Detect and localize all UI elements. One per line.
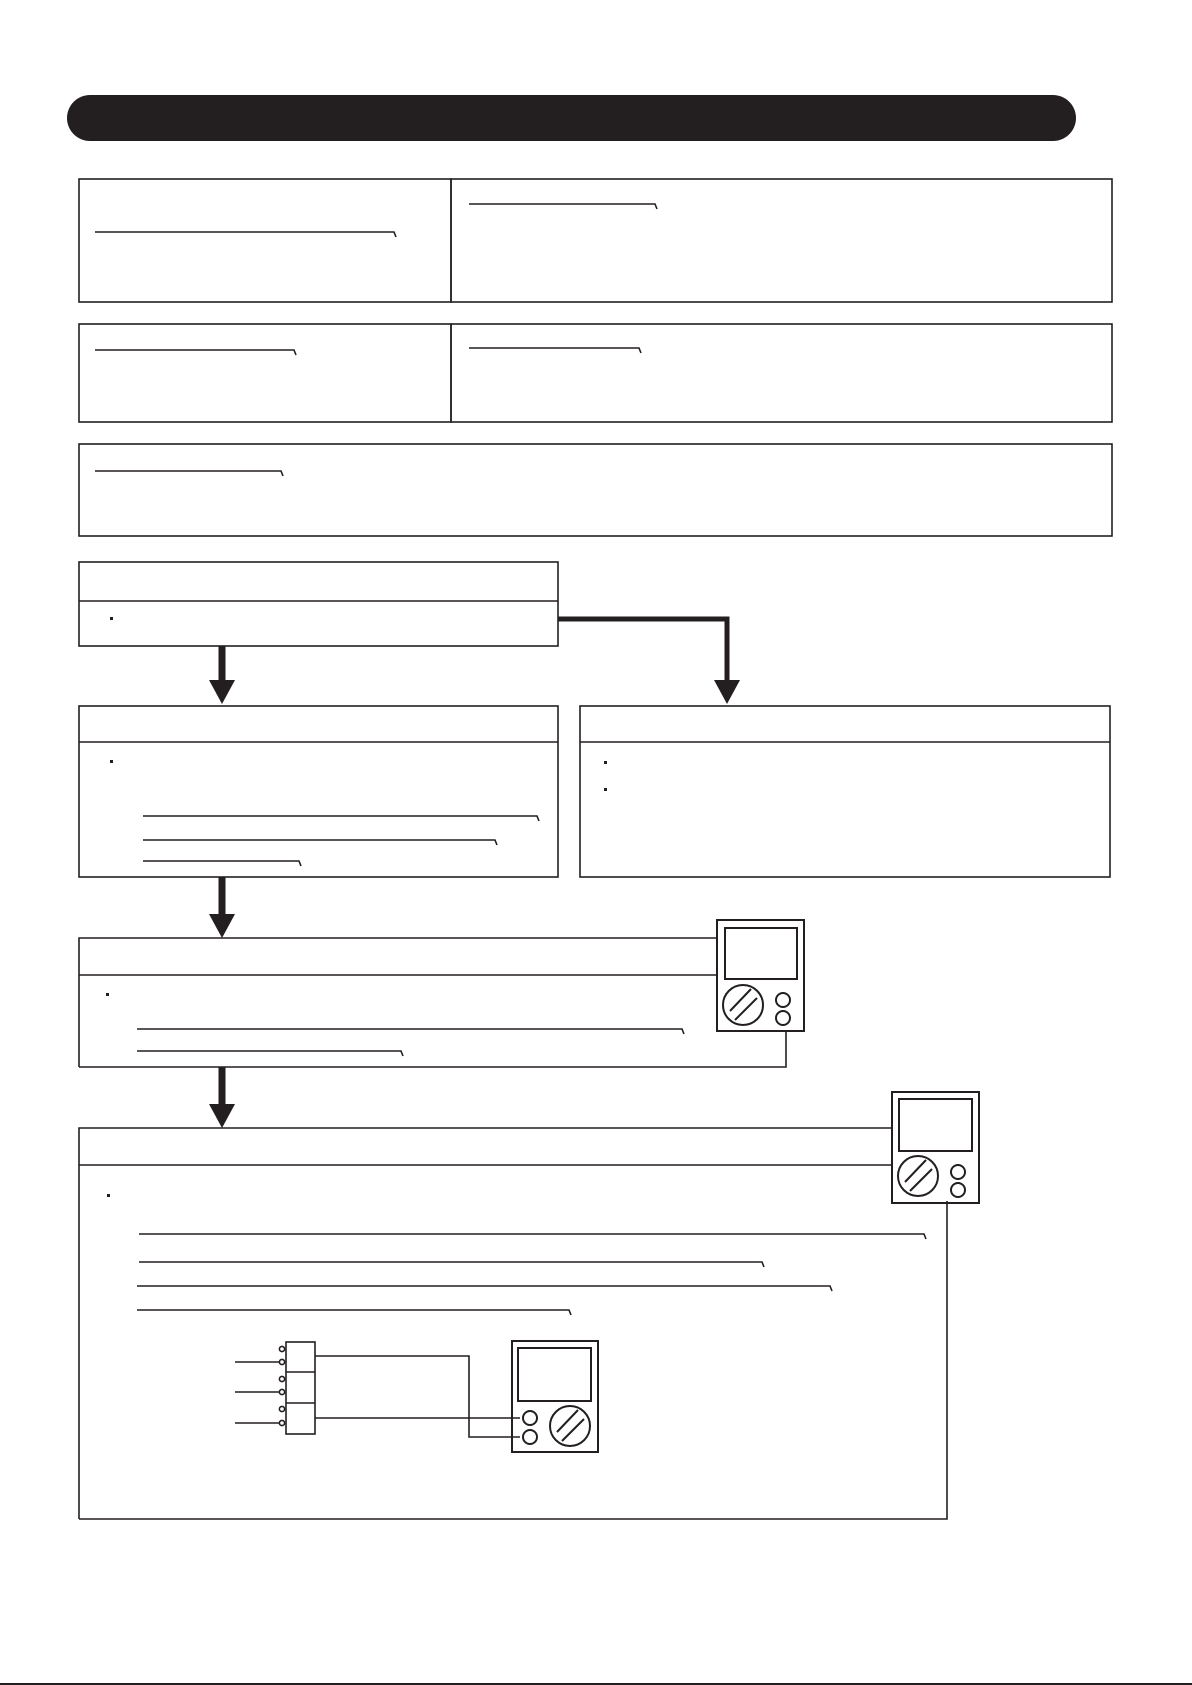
underline-text-line <box>469 204 657 209</box>
underline-text-line <box>469 348 641 353</box>
connector-terminal-icon <box>235 1342 315 1434</box>
probe-wire <box>315 1356 520 1437</box>
flow-step-4 <box>79 1128 947 1519</box>
bullet-dot <box>107 1194 110 1197</box>
info-box-wide <box>79 444 1112 536</box>
underline-text-line <box>139 1234 926 1239</box>
flow-step-2b <box>580 706 1110 877</box>
underline-text-line <box>143 816 539 821</box>
info-box-top-right <box>451 179 1112 302</box>
underline-text-line <box>143 861 301 866</box>
underline-text-line <box>95 350 296 355</box>
title-bar <box>67 95 1076 141</box>
multimeter-icon <box>512 1341 598 1452</box>
underline-text-line <box>95 471 283 476</box>
underline-text-line <box>143 840 497 845</box>
arrow-head <box>209 914 235 938</box>
multimeter-icon <box>892 1092 979 1203</box>
arrow-head <box>209 1104 235 1128</box>
info-box-middle-right <box>451 324 1112 422</box>
flow-step-2a <box>79 706 558 877</box>
arrow-head <box>209 680 235 704</box>
bullet-dot <box>110 760 113 763</box>
bullet-dot <box>110 617 113 620</box>
underline-text-line <box>137 1029 684 1034</box>
bullet-dot <box>604 761 607 764</box>
underline-text-line <box>137 1310 571 1315</box>
underline-text-line <box>139 1262 764 1267</box>
flow-step-3 <box>79 938 786 1067</box>
underline-text-line <box>95 232 396 237</box>
multimeter-icon <box>717 920 804 1031</box>
underline-text-line <box>137 1051 403 1056</box>
info-box-middle-left <box>79 324 451 422</box>
branch-connector <box>558 619 727 680</box>
flow-step-1 <box>79 562 558 646</box>
arrow-head <box>714 680 740 704</box>
bullet-dot <box>604 788 607 791</box>
info-box-top-left <box>79 179 451 302</box>
bullet-dot <box>106 993 109 996</box>
underline-text-line <box>137 1286 832 1291</box>
